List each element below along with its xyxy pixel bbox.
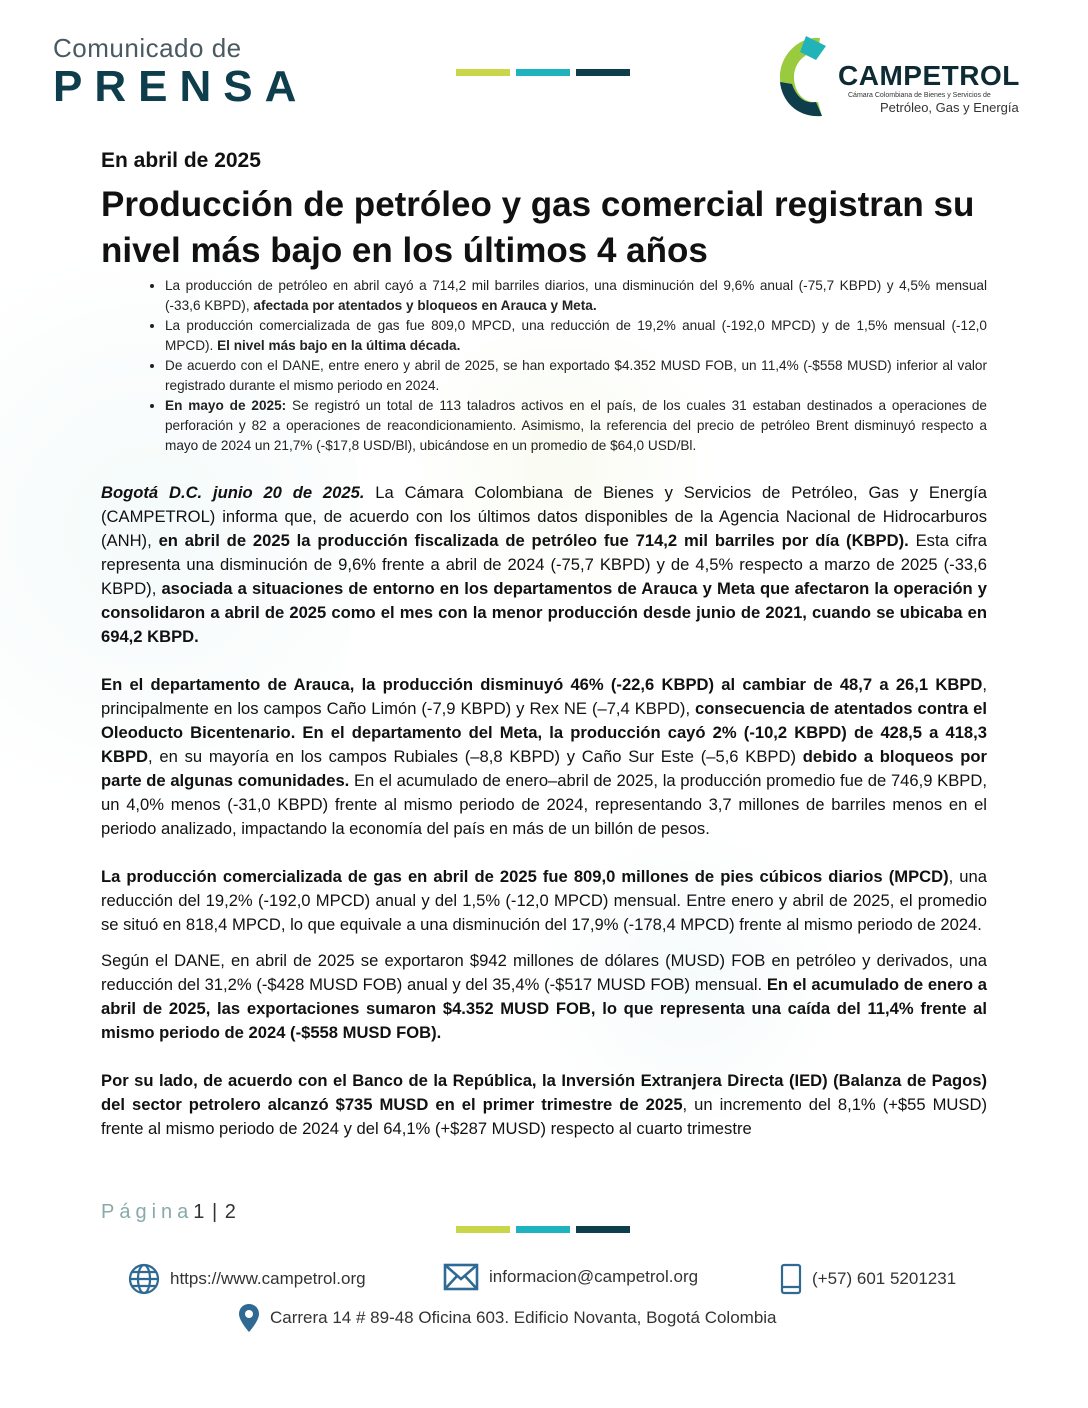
bold-text: En el acumulado de enero a abril de 2025, las exportaciones sumaron $4.352 MUSD FOB, lo que representa una caída del 11,4% frente al mismo periodo de 2024 (-$558 MUSD FOB). bbox=[101, 975, 987, 1042]
contact-phone[interactable] bbox=[780, 1263, 956, 1295]
body-paragraph bbox=[101, 481, 987, 649]
globe-icon bbox=[128, 1263, 160, 1295]
website-link[interactable]: https://www.campetrol.org bbox=[170, 1269, 366, 1288]
contact-website[interactable] bbox=[128, 1263, 366, 1295]
page-label: Página bbox=[101, 1201, 194, 1223]
text: En el acumulado de enero–abril de 2025, la producción promedio fue de 746,9 KBPD, un 4,0% menos (-31,0 KBPD) frente al mismo periodo de 2024, representando 3,7 millones de barriles menos en el periodo analizado, impactando la economía del país en más de un billón de pesos. bbox=[101, 771, 987, 838]
page-separator: | bbox=[205, 1201, 225, 1223]
page-current: 1 bbox=[193, 1201, 206, 1223]
bold-text: En el departamento de Arauca, la producción disminuyó 46% (-22,6 KBPD) al cambiar de 48,7 a 26,1 KBPD bbox=[101, 675, 983, 694]
stripe-teal bbox=[516, 1226, 570, 1233]
body-paragraph bbox=[101, 673, 987, 841]
email-link[interactable]: informacion@campetrol.org bbox=[489, 1267, 699, 1286]
text: La producción de petróleo en abril cayó a 714,2 mil barriles diarios, una disminución del 9,6% anual (-75,7 KBPD) y 4,5% mensual (-33,6 KBPD), bbox=[165, 278, 987, 313]
bold-text: En mayo de 2025: bbox=[165, 398, 287, 413]
text: La producción comercializada de gas fue 809,0 MPCD, una reducción de 19,2% anual (-192,0 MPCD) y de 1,5% mensual (-12,0 MPCD). bbox=[165, 318, 987, 353]
date-line: En abril de 2025 bbox=[101, 149, 261, 172]
stripe-teal bbox=[516, 69, 570, 76]
text: La Cámara Colombiana de Bienes y Servicios de Petróleo, Gas y Energía (CAMPETROL) informa que, de acuerdo con los últimos datos disponibles de la Agencia Nacional de Hidrocarburos (ANH), bbox=[101, 483, 987, 550]
phone-number: (+57) 601 5201231 bbox=[812, 1269, 957, 1288]
headline: Producción de petróleo y gas comercial registran su nivel más bajo en los últimos 4 años bbox=[101, 185, 975, 270]
contact-email[interactable] bbox=[443, 1263, 698, 1291]
location-pin-icon bbox=[238, 1303, 260, 1333]
stripe-navy bbox=[576, 1226, 630, 1233]
bold-text: Bogotá D.C. junio 20 de 2025. bbox=[101, 483, 365, 502]
page-number bbox=[101, 1201, 237, 1224]
text: , una reducción del 19,2% (-192,0 MPCD) anual y del 1,5% (-12,0 MPCD) mensual. Entre enero y abril de 2025, el promedio se situó en 818,4 MPCD, lo que equivale a una disminución del 17,9% (-178,4 MPCD) frente al mismo periodo de 2024. bbox=[101, 867, 987, 934]
footer-stripes bbox=[456, 1226, 630, 1233]
address-text: Carrera 14 # 89-48 Oficina 603. Edificio Novanta, Bogotá Colombia bbox=[270, 1308, 777, 1327]
bold-text: consecuencia de atentados contra el Oleoducto Bicentenario. En el departamento del Meta, la producción cayó 2% (-10,2 KBPD) de 428,5 a 418,3 KBPD bbox=[101, 699, 987, 766]
stripe-lime bbox=[456, 1226, 510, 1233]
summary-bullets bbox=[101, 276, 987, 456]
text: , un incremento del 8,1% (+$55 MUSD) frente al mismo periodo de 2024 y del 64,1% (+$287 MUSD) respecto al cuarto trimestre bbox=[101, 1095, 987, 1138]
text: Esta cifra representa una disminución de 9,6% frente a abril de 2024 (-75,7 KBPD) y de 4,5% respecto a marzo de 2025 (-33,6 KBPD), bbox=[101, 531, 987, 598]
stripe-lime bbox=[456, 69, 510, 76]
summary-bullet bbox=[165, 276, 987, 316]
body-paragraph bbox=[101, 1069, 987, 1141]
bold-text: El nivel más bajo en la última década. bbox=[217, 338, 461, 353]
text: Según el DANE, en abril de 2025 se exportaron $942 millones de dólares (MUSD) FOB en petróleo y derivados, una reducción del 31,2% (-$428 MUSD FOB) anual y del 35,4% (-$517 MUSD FOB) mensual. bbox=[101, 951, 987, 994]
bold-text: debido a bloqueos por parte de algunas comunidades. bbox=[101, 747, 988, 790]
logo-subtitle-2: Petróleo, Gas y Energía bbox=[880, 100, 1019, 115]
bold-text: asociada a situaciones de entorno en los departamentos de Arauca y Meta que afectaron la operación y consolidaron a abril de 2025 como el mes con la menor producción desde junio de 2021, cuando se ubicaba en 694,2 KBPD. bbox=[101, 579, 987, 646]
logo-subtitle: Cámara Colombiana de Bienes y Servicios de bbox=[848, 92, 991, 99]
header-kicker: Comunicado de bbox=[53, 33, 242, 63]
text: , principalmente en los campos Caño Limón (-7,9 KBPD) y Rex NE (–7,4 KBPD), bbox=[101, 675, 987, 718]
bold-text: en abril de 2025 la producción fiscalizada de petróleo fue 714,2 mil barriles por día (KBPD). bbox=[158, 531, 909, 550]
page-total: 2 bbox=[224, 1201, 237, 1223]
summary-bullet bbox=[165, 396, 987, 456]
body-paragraph bbox=[101, 949, 987, 1045]
envelope-icon bbox=[443, 1263, 479, 1291]
summary-bullet bbox=[165, 356, 987, 396]
bold-text: La producción comercializada de gas en abril de 2025 fue 809,0 millones de pies cúbicos diarios (MPCD) bbox=[101, 867, 949, 886]
mobile-phone-icon bbox=[780, 1263, 802, 1295]
text: De acuerdo con el DANE, entre enero y abril de 2025, se han exportado $4.352 MUSD FOB, un 11,4% (-$558 MUSD) inferior al valor registrado durante el mismo periodo en 2024. bbox=[165, 358, 987, 393]
contact-address bbox=[238, 1303, 777, 1333]
text: Se registró un total de 113 taladros activos en el país, de los cuales 31 estaban destinados a operaciones de perforación y 82 a operaciones de reacondicionamiento. Asimismo, la referencia del precio de petróleo Brent disminuyó respecto a mayo de 2024 un 21,7% (-$17,8 USD/Bl), ubicándose en un promedio de $64,0 USD/Bl. bbox=[165, 398, 987, 453]
press-release-header bbox=[53, 34, 308, 110]
decorative-stripes bbox=[456, 69, 630, 76]
campetrol-logo bbox=[770, 32, 1040, 122]
body-text bbox=[101, 481, 987, 1165]
body-paragraph bbox=[101, 865, 987, 937]
bold-text: Por su lado, de acuerdo con el Banco de la República, la Inversión Extranjera Directa (IED) (Balanza de Pagos) del sector petrolero alcanzó $735 MUSD en el primer trimestre de 2025 bbox=[101, 1071, 987, 1114]
summary-bullet bbox=[165, 316, 987, 356]
logo-c-icon bbox=[770, 32, 840, 122]
bold-text: afectada por atentados y bloqueos en Arauca y Meta. bbox=[253, 298, 597, 313]
header-title: PRENSA bbox=[53, 62, 309, 111]
text: , en su mayoría en los campos Rubiales (–8,8 KBPD) y Caño Sur Este (–5,6 KBPD) bbox=[148, 747, 803, 766]
stripe-navy bbox=[576, 69, 630, 76]
logo-name: CAMPETROL bbox=[838, 60, 1020, 91]
